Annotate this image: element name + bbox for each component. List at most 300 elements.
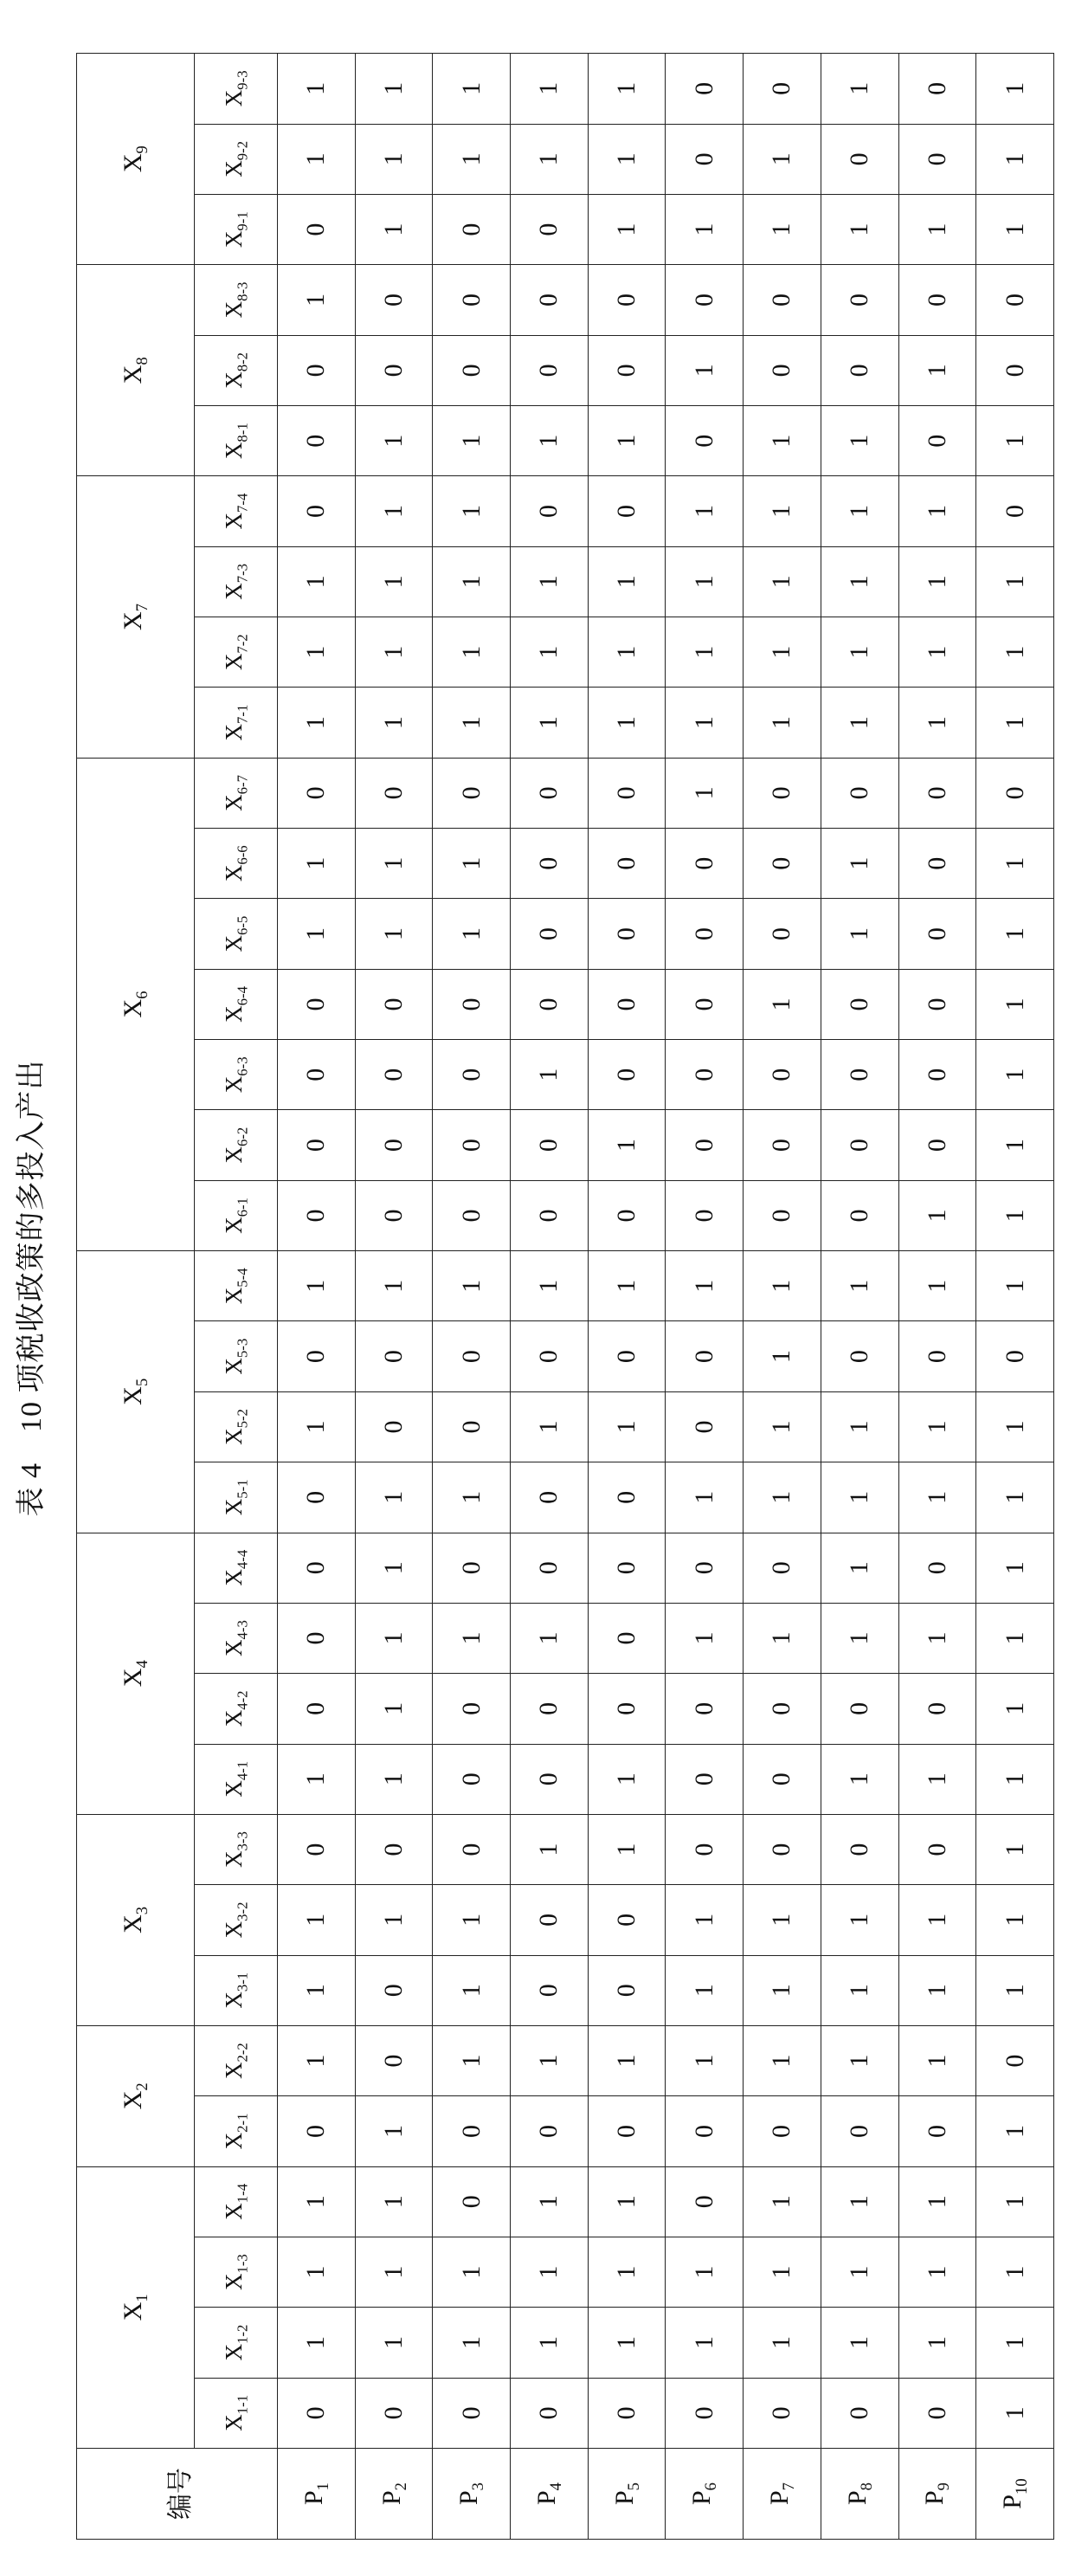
column-header: [195, 1533, 278, 1603]
table-cell: 1: [744, 1391, 821, 1462]
table-cell: 0: [511, 1955, 589, 2025]
table-cell: 0: [666, 265, 744, 335]
table-cell: 1: [355, 2166, 433, 2237]
row-id: [976, 2449, 1054, 2540]
group-header-sub: 6: [133, 991, 151, 999]
column-header: [195, 1321, 278, 1391]
table-cell: 1: [744, 1885, 821, 1955]
column-header-sub: 6-5: [234, 915, 251, 936]
table-cell: 0: [588, 1180, 666, 1250]
table-cell: 1: [355, 688, 433, 758]
row-id-base: P: [842, 2490, 872, 2505]
table-cell: 0: [355, 2378, 433, 2448]
table-cell: 0: [511, 1885, 589, 1955]
table-cell: 0: [433, 1391, 511, 1462]
table-cell: 1: [744, 2237, 821, 2307]
table-cell: 0: [433, 1321, 511, 1391]
table-cell: 0: [511, 899, 589, 969]
table-cell: 1: [976, 1251, 1054, 1321]
table-row: [744, 54, 821, 2540]
table-cell: 1: [898, 2025, 976, 2095]
row-id-base: P: [764, 2490, 794, 2505]
column-header: [195, 1391, 278, 1462]
table-cell: 1: [355, 1744, 433, 1814]
column-header: [195, 335, 278, 405]
table-cell: 0: [666, 1180, 744, 1250]
column-header-base: X: [220, 2414, 247, 2431]
column-header-sub: 7-3: [234, 563, 251, 584]
column-header-base: X: [220, 583, 247, 600]
table-cell: 0: [666, 1321, 744, 1391]
table-cell: 0: [355, 1814, 433, 1884]
table-cell: 0: [588, 1674, 666, 1744]
table-cell: 0: [898, 1674, 976, 1744]
column-header-sub: 2-2: [234, 2043, 251, 2063]
table-cell: 1: [511, 688, 589, 758]
column-header: [195, 124, 278, 194]
table-cell: 0: [744, 265, 821, 335]
row-id-sub: 2: [391, 2482, 410, 2491]
table-cell: 1: [744, 124, 821, 194]
table-cell: 1: [666, 2237, 744, 2307]
table-row: [666, 54, 744, 2540]
table-cell: 0: [588, 1462, 666, 1533]
table-cell: 0: [511, 195, 589, 265]
table-cell: 1: [821, 829, 898, 899]
table-cell: 0: [278, 1321, 356, 1391]
table-cell: 0: [278, 1180, 356, 1250]
table-cell: 0: [666, 969, 744, 1039]
table-cell: 0: [976, 265, 1054, 335]
table-cell: 0: [511, 1321, 589, 1391]
table-cell: 0: [898, 1321, 976, 1391]
column-header-sub: 6-7: [234, 775, 251, 795]
column-header-base: X: [220, 1921, 247, 1939]
table-cell: 1: [976, 1180, 1054, 1250]
table-cell: 0: [821, 1110, 898, 1180]
column-header: [195, 2308, 278, 2378]
table-cell: 1: [744, 688, 821, 758]
table-cell: 0: [433, 2096, 511, 2166]
table-cell: 1: [433, 2025, 511, 2095]
table-cell: 1: [588, 1814, 666, 1884]
table-cell: 0: [511, 1180, 589, 1250]
column-header-sub: 7-1: [234, 704, 251, 724]
table-cell: 1: [821, 2025, 898, 2095]
column-header-base: X: [220, 2273, 247, 2291]
table-cell: 1: [355, 476, 433, 546]
table-cell: 1: [666, 758, 744, 828]
column-header-sub: 6-3: [234, 1056, 251, 1076]
table-cell: 1: [588, 1251, 666, 1321]
column-header: [195, 1674, 278, 1744]
table-cell: 1: [355, 546, 433, 617]
table-cell: 0: [744, 335, 821, 405]
table-cell: 0: [278, 195, 356, 265]
row-id-sub: 6: [702, 2482, 721, 2491]
column-header-base: X: [220, 89, 247, 107]
column-header: [195, 1744, 278, 1814]
table-row: [278, 54, 356, 2540]
table-cell: 1: [278, 1391, 356, 1462]
column-header-base: X: [220, 160, 247, 178]
table-cell: 0: [976, 2025, 1054, 2095]
table-cell: 0: [278, 1814, 356, 1884]
table-cell: 1: [744, 2025, 821, 2095]
table-cell: 1: [744, 969, 821, 1039]
table-cell: 1: [511, 1603, 589, 1673]
table-cell: 0: [744, 1110, 821, 1180]
column-header-sub: 1-4: [234, 2183, 251, 2204]
table-cell: 1: [511, 617, 589, 688]
table-cell: 1: [744, 406, 821, 476]
table-cell: 1: [433, 1603, 511, 1673]
column-header: [195, 1040, 278, 1110]
column-header: [195, 2237, 278, 2307]
table-cell: 1: [744, 1603, 821, 1673]
table-cell: 1: [666, 1462, 744, 1533]
column-header: [195, 758, 278, 828]
table-cell: 1: [588, 124, 666, 194]
table-cell: 1: [355, 2308, 433, 2378]
table-cell: 1: [666, 1603, 744, 1673]
table-cell: 1: [278, 1885, 356, 1955]
table-cell: 1: [666, 2025, 744, 2095]
table-cell: 1: [588, 1110, 666, 1180]
table-cell: 0: [976, 335, 1054, 405]
table-cell: 1: [511, 1814, 589, 1884]
table-cell: 1: [898, 335, 976, 405]
table-cell: 1: [278, 265, 356, 335]
table-cell: 1: [976, 617, 1054, 688]
table-cell: 1: [976, 2378, 1054, 2448]
table-cell: 0: [744, 1744, 821, 1814]
table-cell: 1: [821, 1744, 898, 1814]
column-header: [195, 195, 278, 265]
column-header: [195, 2166, 278, 2237]
column-header-base: X: [220, 1146, 247, 1164]
column-header-base: X: [220, 371, 247, 389]
group-header-sub: 1: [133, 2294, 151, 2302]
table-cell: 0: [666, 1674, 744, 1744]
table-cell: 0: [588, 829, 666, 899]
table-cell: 1: [976, 54, 1054, 125]
table-cell: 1: [588, 617, 666, 688]
table-cell: 0: [744, 1533, 821, 1603]
table-cell: 0: [278, 1533, 356, 1603]
column-header-base: X: [220, 1850, 247, 1868]
table-cell: 1: [588, 2025, 666, 2095]
column-header: [195, 1885, 278, 1955]
column-header-sub: 9-2: [234, 140, 251, 161]
table-cell: 0: [588, 1885, 666, 1955]
table-cell: 1: [278, 2308, 356, 2378]
table-cell: 0: [511, 969, 589, 1039]
table-cell: 0: [433, 195, 511, 265]
table-cell: 0: [666, 124, 744, 194]
table-cell: 1: [355, 195, 433, 265]
table-cell: 1: [355, 1885, 433, 1955]
column-header: [195, 829, 278, 899]
table-cell: 0: [278, 1040, 356, 1110]
table-cell: 0: [821, 1180, 898, 1250]
group-header-base: X: [119, 1386, 147, 1405]
table-cell: 0: [898, 969, 976, 1039]
row-id-sub: 10: [1013, 2478, 1032, 2495]
table-cell: 1: [821, 1462, 898, 1533]
table-cell: 0: [588, 969, 666, 1039]
table-cell: 1: [898, 476, 976, 546]
table-cell: 0: [511, 1744, 589, 1814]
table-cell: 0: [744, 2096, 821, 2166]
table-cell: 0: [588, 1955, 666, 2025]
table-cell: 1: [355, 829, 433, 899]
table-cell: 0: [433, 265, 511, 335]
table-cell: 1: [898, 546, 976, 617]
group-header-base: X: [119, 2302, 147, 2321]
group-header-sub: 2: [133, 2082, 151, 2091]
table-cell: 0: [278, 1462, 356, 1533]
group-header-sub: 8: [133, 357, 151, 365]
group-header: [77, 1814, 195, 2025]
table-cell: 0: [511, 2378, 589, 2448]
table-cell: 1: [511, 546, 589, 617]
table-cell: 0: [433, 2378, 511, 2448]
table-cell: 0: [976, 758, 1054, 828]
table-cell: 0: [744, 54, 821, 125]
table-cell: 1: [355, 1674, 433, 1744]
row-id-base: P: [687, 2490, 717, 2505]
table-cell: 0: [278, 476, 356, 546]
table-cell: 1: [588, 1391, 666, 1462]
table-cell: 1: [976, 2237, 1054, 2307]
table-cell: 0: [821, 335, 898, 405]
table-cell: 1: [511, 1391, 589, 1462]
group-header: [77, 758, 195, 1250]
column-header: [195, 1251, 278, 1321]
table-cell: 1: [744, 476, 821, 546]
table-cell: 0: [744, 829, 821, 899]
table-cell: 1: [433, 546, 511, 617]
table-cell: 1: [976, 1040, 1054, 1110]
group-header-sub: 4: [133, 1660, 151, 1669]
column-header: [195, 265, 278, 335]
table-cell: 0: [511, 829, 589, 899]
table-cell: 1: [433, 406, 511, 476]
column-header: [195, 1603, 278, 1673]
column-header-sub: 1-1: [234, 2394, 251, 2415]
row-id: [898, 2449, 976, 2540]
row-id: [666, 2449, 744, 2540]
table-cell: 1: [744, 1955, 821, 2025]
column-header: [195, 2025, 278, 2095]
table-cell: 0: [588, 758, 666, 828]
table-cell: 1: [821, 1251, 898, 1321]
table-cell: 1: [898, 2308, 976, 2378]
table-cell: 1: [821, 1603, 898, 1673]
table-cell: 1: [821, 1533, 898, 1603]
table-cell: 1: [666, 1955, 744, 2025]
table-row: [898, 54, 976, 2540]
row-id: [821, 2449, 898, 2540]
table-cell: 0: [511, 1110, 589, 1180]
table-cell: 0: [898, 758, 976, 828]
table-cell: 0: [666, 2166, 744, 2237]
table-cell: 1: [511, 54, 589, 125]
table-cell: 1: [898, 1955, 976, 2025]
table-cell: 0: [898, 54, 976, 125]
group-header: [77, 265, 195, 476]
table-cell: 1: [821, 1955, 898, 2025]
row-id-base: P: [454, 2490, 484, 2505]
table-cell: 0: [898, 1040, 976, 1110]
table-cell: 1: [666, 476, 744, 546]
table-cell: 1: [511, 2166, 589, 2237]
table-cell: 1: [588, 54, 666, 125]
table-cell: 1: [278, 2166, 356, 2237]
column-header-sub: 4-1: [234, 1760, 251, 1781]
table-cell: 1: [976, 1674, 1054, 1744]
table-cell: 1: [898, 1603, 976, 1673]
table-cell: 0: [511, 265, 589, 335]
table-cell: 0: [744, 1040, 821, 1110]
row-id-sub: 1: [313, 2482, 332, 2491]
table-cell: 0: [588, 899, 666, 969]
table-cell: 0: [666, 1110, 744, 1180]
table-cell: 1: [666, 617, 744, 688]
column-header-sub: 1-3: [234, 2254, 251, 2274]
table-cell: 1: [976, 406, 1054, 476]
table-cell: 0: [666, 1040, 744, 1110]
table-cell: 1: [976, 688, 1054, 758]
table-cell: 0: [898, 2096, 976, 2166]
column-header-sub: 6-6: [234, 845, 251, 865]
table-cell: 1: [821, 406, 898, 476]
table-cell: 1: [744, 546, 821, 617]
table-cell: 1: [976, 969, 1054, 1039]
column-header-sub: 3-1: [234, 1972, 251, 1992]
table-cell: 0: [278, 969, 356, 1039]
table-cell: 0: [355, 335, 433, 405]
table-cell: 0: [666, 829, 744, 899]
column-header: [195, 2096, 278, 2166]
table-cell: 1: [898, 1180, 976, 1250]
table-cell: 0: [511, 1533, 589, 1603]
column-header-base: X: [220, 230, 247, 249]
table-cell: 1: [666, 688, 744, 758]
table-cell: 1: [744, 195, 821, 265]
column-header-base: X: [220, 864, 247, 882]
column-header: [195, 1814, 278, 1884]
table-cell: 1: [976, 1391, 1054, 1462]
table-cell: 1: [433, 54, 511, 125]
column-header-sub: 2-1: [234, 2113, 251, 2133]
table-row: [355, 54, 433, 2540]
table-cell: 1: [433, 617, 511, 688]
table-cell: 1: [821, 2237, 898, 2307]
table-cell: 0: [821, 1814, 898, 1884]
group-header-sub: 9: [133, 145, 151, 154]
column-header: [195, 899, 278, 969]
table-cell: 0: [511, 476, 589, 546]
row-id: [355, 2449, 433, 2540]
group-header-base: X: [119, 1914, 147, 1934]
column-header-base: X: [220, 300, 247, 319]
table-cell: 0: [355, 1955, 433, 2025]
table-cell: 0: [898, 899, 976, 969]
group-header: [77, 1251, 195, 1533]
table-cell: 0: [666, 406, 744, 476]
table-cell: 1: [744, 1462, 821, 1533]
table-row: [821, 54, 898, 2540]
table-cell: 1: [278, 1955, 356, 2025]
group-header-base: X: [119, 2090, 147, 2110]
table-cell: 0: [666, 1744, 744, 1814]
table-cell: 1: [433, 1251, 511, 1321]
table-cell: 0: [511, 758, 589, 828]
table-cell: 0: [898, 406, 976, 476]
corner-label: 编号: [77, 2449, 278, 2540]
table-cell: 1: [355, 899, 433, 969]
table-cell: 1: [433, 2237, 511, 2307]
table-cell: 0: [511, 2096, 589, 2166]
row-id-sub: 3: [469, 2482, 488, 2491]
table-cell: 1: [588, 546, 666, 617]
table-cell: 0: [278, 406, 356, 476]
table-cell: 0: [898, 829, 976, 899]
row-id: [278, 2449, 356, 2540]
table-cell: 1: [821, 54, 898, 125]
table-cell: 1: [278, 2237, 356, 2307]
group-header-sub: 5: [133, 1378, 151, 1387]
table-cell: 1: [898, 2237, 976, 2307]
table-row: [588, 54, 666, 2540]
table-cell: 1: [666, 546, 744, 617]
row-id-base: P: [998, 2494, 1027, 2509]
table-cell: 1: [821, 688, 898, 758]
table-cell: 1: [278, 54, 356, 125]
row-id-base: P: [609, 2490, 639, 2505]
table-cell: 0: [821, 969, 898, 1039]
row-id-sub: 5: [624, 2482, 643, 2491]
table-cell: 0: [976, 476, 1054, 546]
column-header-base: X: [220, 935, 247, 952]
table-cell: 1: [976, 1533, 1054, 1603]
group-header-sub: 7: [133, 604, 151, 612]
group-header-base: X: [119, 365, 147, 384]
table-cell: 1: [898, 1251, 976, 1321]
table-cell: 0: [898, 1110, 976, 1180]
table-cell: 1: [898, 2166, 976, 2237]
table-cell: 0: [898, 124, 976, 194]
row-id-sub: 7: [779, 2482, 798, 2491]
table-cell: 1: [355, 1462, 433, 1533]
group-header: [77, 54, 195, 265]
table-row: [511, 54, 589, 2540]
column-header-sub: 3-3: [234, 1831, 251, 1851]
column-header-sub: 6-4: [234, 986, 251, 1006]
table-cell: 0: [278, 1603, 356, 1673]
column-header: [195, 688, 278, 758]
table-cell: 1: [744, 1321, 821, 1391]
table-cell: 0: [821, 1040, 898, 1110]
table-cell: 1: [511, 1040, 589, 1110]
column-header-base: X: [220, 2343, 247, 2361]
column-header-base: X: [220, 1569, 247, 1586]
table-cell: 1: [898, 1462, 976, 1533]
table-cell: 0: [588, 1040, 666, 1110]
table-cell: 1: [898, 1885, 976, 1955]
